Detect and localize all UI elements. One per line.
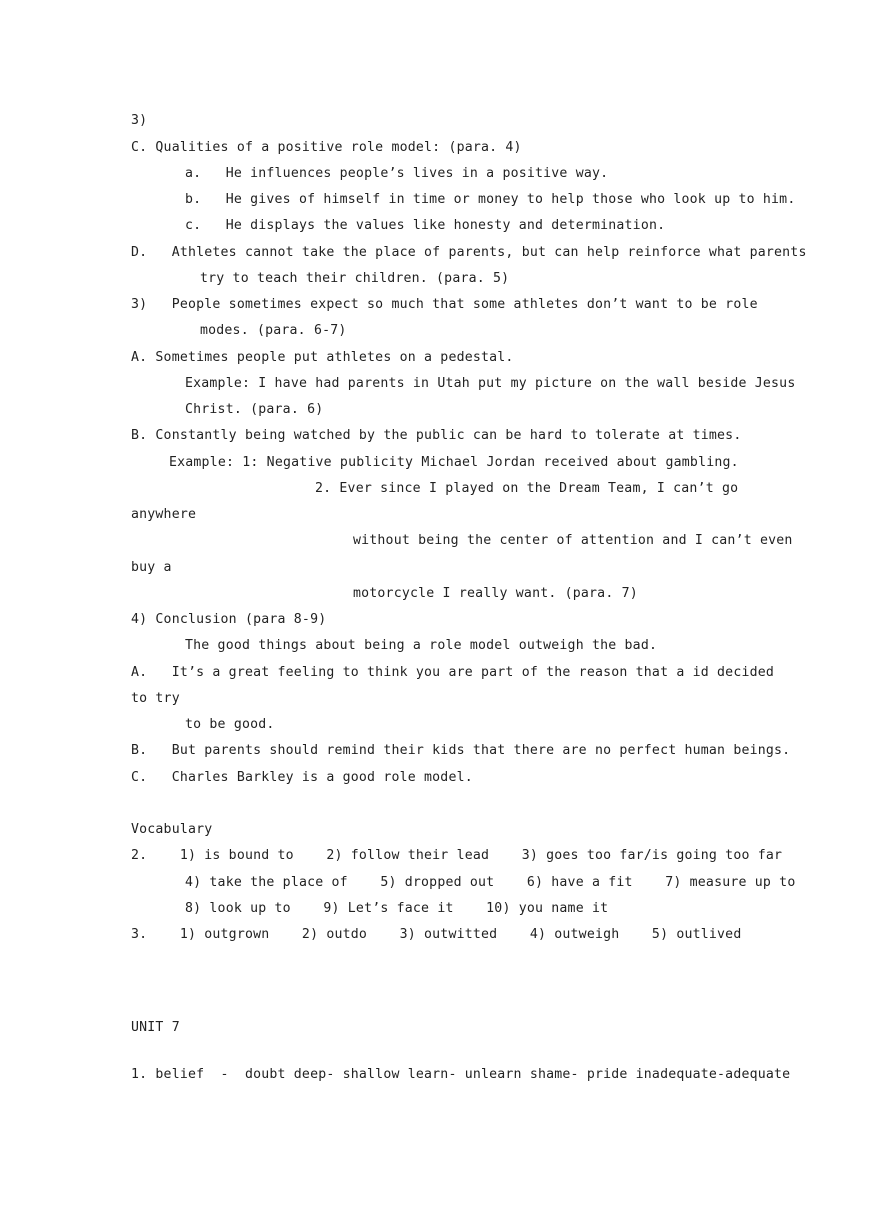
outline-item-d-line2: try to teach their children. (para. 5): [200, 271, 510, 286]
outline-item-4a-line3: to be good.: [185, 717, 275, 732]
outline-item-c-b: b. He gives of himself in time or money to help those who look up to him.: [185, 192, 796, 207]
outline-item-3b: B. Constantly being watched by the public can be hard to tolerate at times.: [131, 428, 742, 443]
vocabulary-exercise-2-line3: 8) look up to 9) Let’s face it 10) you name it: [185, 901, 609, 916]
outline-item-3b-example-2-line5: motorcycle I really want. (para. 7): [353, 586, 638, 601]
outline-item-3b-example-2-line1: 2. Ever since I played on the Dream Team, I can’t go: [315, 481, 739, 496]
outline-section-4: 4) Conclusion (para 8-9): [131, 612, 327, 627]
outline-item-3a-example-line1: Example: I have had parents in Utah put my picture on the wall beside Jesus: [185, 376, 796, 391]
outline-section-4-summary: The good things about being a role model outweigh the bad.: [185, 638, 658, 653]
outline-item-c-c: c. He displays the values like honesty and determination.: [185, 218, 666, 233]
outline-section-3-stub: 3): [131, 113, 148, 128]
outline-item-3b-example-2-line2: anywhere: [131, 507, 197, 522]
unit-7-item-1: 1. belief - doubt deep- shallow learn- unlearn shame- pride inadequate-adequate: [131, 1067, 791, 1082]
outline-section-3-line1: 3) People sometimes expect so much that some athletes don’t want to be role: [131, 297, 758, 312]
outline-item-4b: B. But parents should remind their kids that there are no perfect human beings.: [131, 743, 791, 758]
outline-item-3b-example-2-line3: without being the center of attention and I can’t even: [353, 533, 793, 548]
outline-item-3b-example-2-line4: buy a: [131, 560, 172, 575]
outline-item-c: C. Qualities of a positive role model: (para. 4): [131, 140, 522, 155]
outline-item-c-a: a. He influences people’s lives in a positive way.: [185, 166, 609, 181]
vocabulary-exercise-2-line1: 2. 1) is bound to 2) follow their lead 3) goes too far/is going too far: [131, 848, 783, 863]
outline-section-3-line2: modes. (para. 6-7): [200, 323, 347, 338]
outline-item-3a-example-line2: Christ. (para. 6): [185, 402, 324, 417]
vocabulary-exercise-3-line1: 3. 1) outgrown 2) outdo 3) outwitted 4) outweigh 5) outlived: [131, 927, 742, 942]
outline-item-4c: C. Charles Barkley is a good role model.: [131, 770, 473, 785]
outline-item-4a-line1: A. It’s a great feeling to think you are part of the reason that a id decided: [131, 665, 775, 680]
outline-item-4a-line2: to try: [131, 691, 180, 706]
outline-item-d-line1: D. Athletes cannot take the place of parents, but can help reinforce what parents: [131, 245, 807, 260]
unit-7-heading: UNIT 7: [131, 1020, 180, 1035]
vocabulary-exercise-2-line2: 4) take the place of 5) dropped out 6) have a fit 7) measure up to: [185, 875, 796, 890]
vocabulary-heading: Vocabulary: [131, 822, 213, 837]
outline-item-3b-example-1: Example: 1: Negative publicity Michael Jordan received about gambling.: [169, 455, 739, 470]
outline-item-3a: A. Sometimes people put athletes on a pedestal.: [131, 350, 514, 365]
